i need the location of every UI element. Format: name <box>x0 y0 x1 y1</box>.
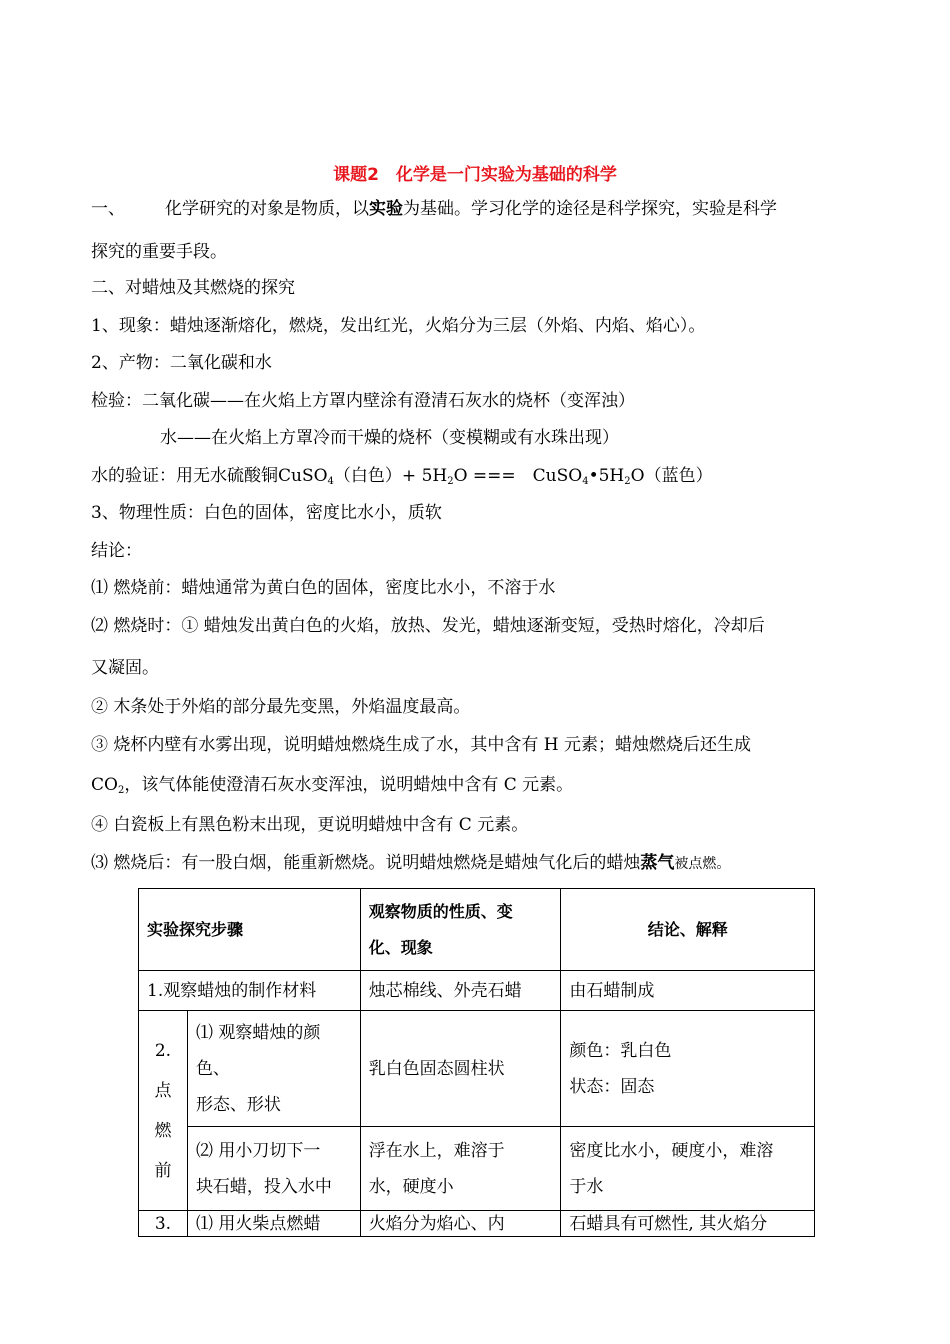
table-row <box>139 971 815 1011</box>
table-row <box>139 1011 815 1127</box>
header-observation: 观察物质的性质、变 化、现象 <box>360 889 561 971</box>
conclusion-during-1: ⑵ 燃烧时：① 蜡烛发出黄白色的火焰，放热、发光，蜡烛逐渐变短，受热时熔化，冷却后 <box>91 616 765 636</box>
conclusion-during-2: 又凝固。 <box>91 658 159 678</box>
section-2-heading: 二、对蜡烛及其燃烧的探究 <box>91 278 295 298</box>
table-row <box>139 1127 815 1211</box>
cell-step: 1.观察蜡烛的制作材料 <box>139 971 361 1011</box>
group-before-ignition: 2. 点 燃 前 <box>139 1011 188 1211</box>
test-water-line: 水——在火焰上方罩冷而干燥的烧杯（变模糊或有水珠出现） <box>160 428 619 448</box>
cell-conclusion: 由石蜡制成 <box>561 971 815 1011</box>
header-steps: 实验探究步骤 <box>139 889 361 971</box>
cell-step: ⑵ 用小刀切下一 块石蜡，投入水中 <box>187 1127 360 1211</box>
conclusion-item-3a: ③ 烧杯内壁有水雾出现，说明蜡烛燃烧生成了水，其中含有 H 元素；蜡烛燃烧后还生成 <box>91 735 752 755</box>
conclusion-item-4: ④ 白瓷板上有黑色粉末出现，更说明蜡烛中含有 C 元素。 <box>91 815 529 835</box>
products-line: 2、产物：二氧化碳和水 <box>91 353 272 373</box>
conclusion-label: 结论： <box>91 541 142 561</box>
header-conclusion: 结论、解释 <box>561 889 815 971</box>
cell-observation: 乳白色固态圆柱状 <box>360 1011 561 1127</box>
cell-conclusion: 密度比水小，硬度小，难溶 于水 <box>561 1127 815 1211</box>
cell-conclusion: 石蜡具有可燃性, 其火焰分 <box>561 1211 815 1237</box>
conclusion-after: ⑶ 燃烧后：有一股白烟，能重新燃烧。说明蜡烛燃烧是蜡烛气化后的蜡烛蒸气被点燃。 <box>91 853 731 873</box>
physical-properties-line: 3、物理性质：白色的固体，密度比水小，质软 <box>91 503 442 523</box>
cell-step: ⑴ 观察蜡烛的颜 色、 形态、形状 <box>187 1011 360 1127</box>
cell-observation: 火焰分为焰心、内 <box>360 1211 561 1237</box>
conclusion-item-2: ② 木条处于外焰的部分最先变黑，外焰温度最高。 <box>91 697 471 717</box>
cell-conclusion: 颜色：乳白色 状态：固态 <box>561 1011 815 1127</box>
cell-step: ⑴ 用火柴点燃蜡 <box>187 1211 360 1237</box>
cell-observation: 浮在水上，难溶于 水，硬度小 <box>360 1127 561 1211</box>
experiment-table <box>138 888 815 1237</box>
table-row <box>139 1211 815 1237</box>
cell-observation: 烛芯棉线、外壳石蜡 <box>360 971 561 1011</box>
cell-group: 3. <box>139 1211 188 1237</box>
conclusion-item-3b: $CO_2$，该气体能使澄清石灰水变浑浊，说明蜡烛中含有 C 元素。 <box>91 775 574 796</box>
conclusion-before: ⑴ 燃烧前：蜡烛通常为黄白色的固体，密度比水小，不溶于水 <box>91 578 556 598</box>
water-verify-line: 水的验证：用无水硫酸铜CuSO$_4$（白色）+ $5H_2O$ === $CuSO_4•5H_2O$（蓝色） <box>91 466 713 487</box>
table-header-row <box>139 889 815 971</box>
test-co2-line: 检验：二氧化碳——在火焰上方罩内壁涂有澄清石灰水的烧杯（变浑浊） <box>91 391 635 411</box>
page-title: 课题2 化学是一门实验为基础的科学 <box>333 165 617 185</box>
section-1-line-2: 探究的重要手段。 <box>91 242 227 262</box>
phenomenon-line: 1、现象：蜡烛逐渐熔化，燃烧，发出红光，火焰分为三层（外焰、内焰、焰心）。 <box>91 316 706 336</box>
section-1-line-1: 一、 化学研究的对象是物质，以实验为基础。学习化学的途径是科学探究，实验是科学 <box>91 199 777 219</box>
